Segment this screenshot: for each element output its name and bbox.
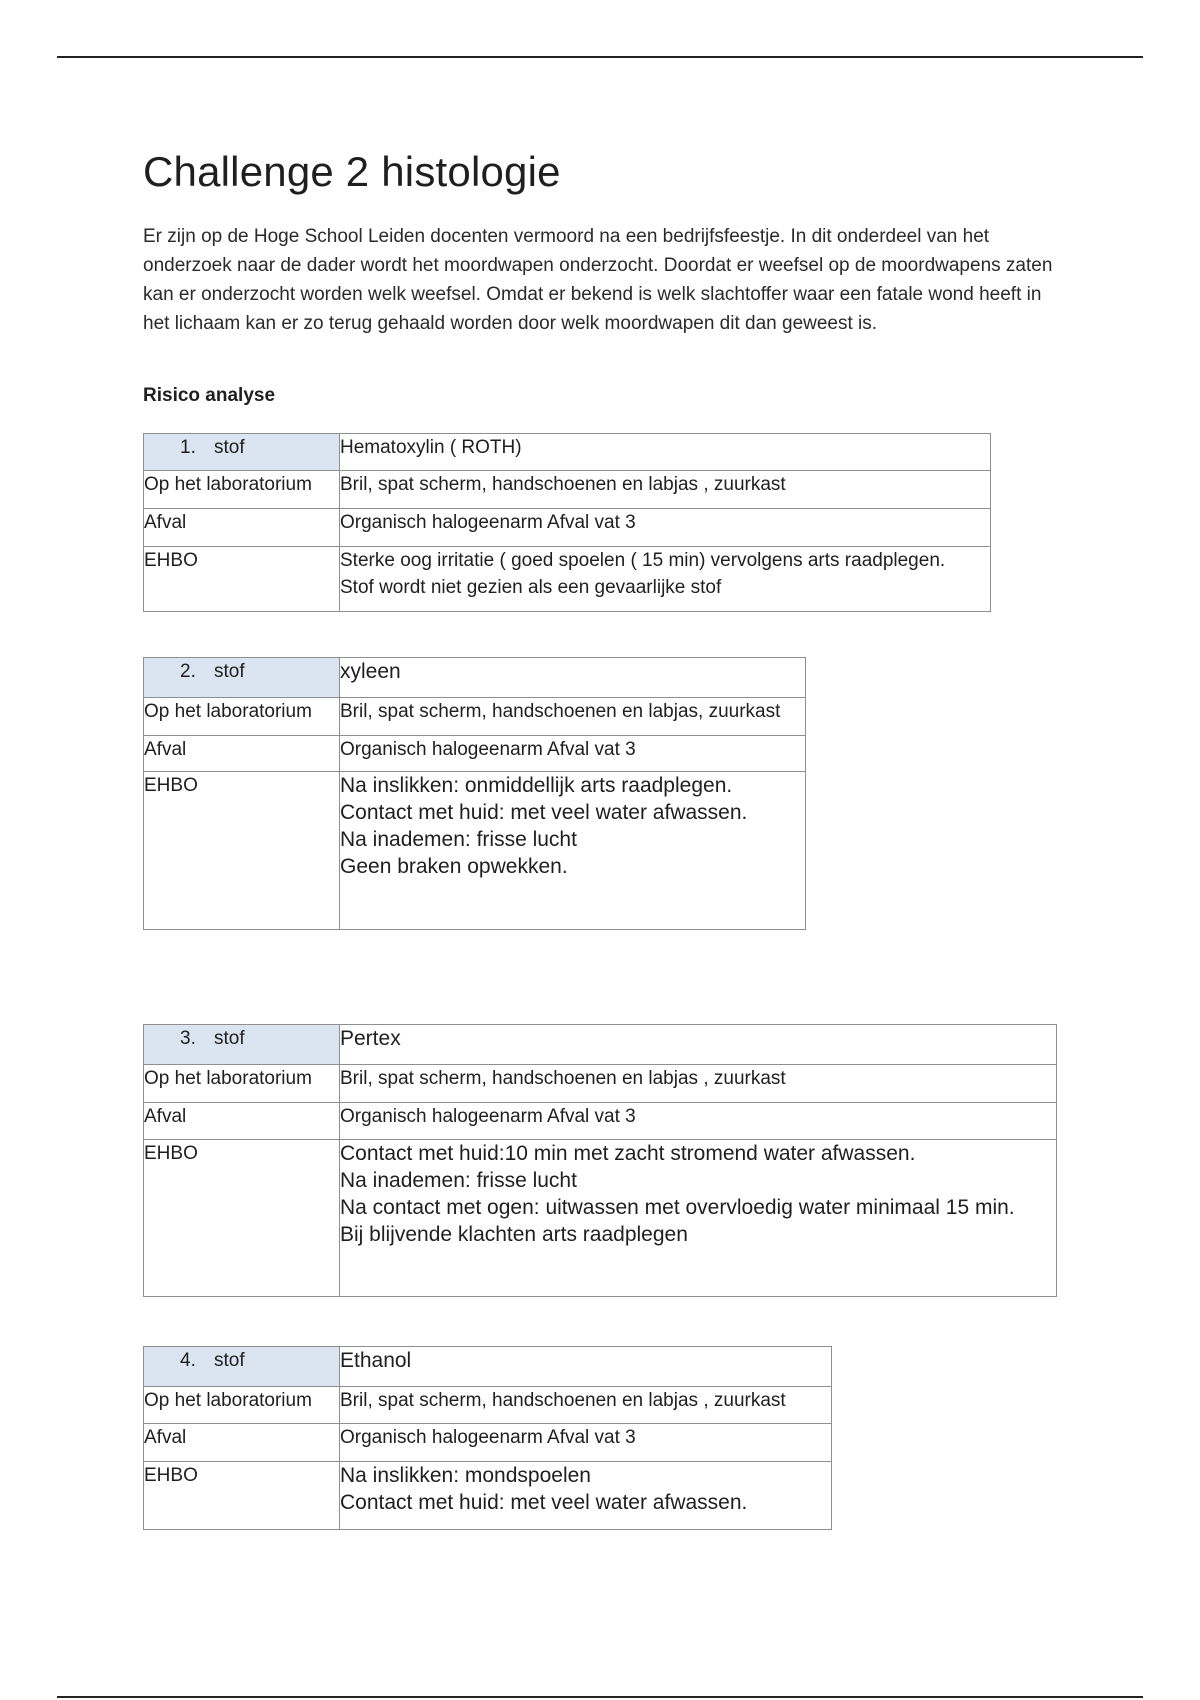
afval-value-cell: Organisch halogeenarm Afval vat 3 <box>340 1424 832 1462</box>
table-row-ehbo <box>144 1140 1057 1297</box>
lab-label-cell: Op het laboratorium <box>144 1065 340 1103</box>
afval-value-cell: Organisch halogeenarm Afval vat 3 <box>340 1103 1057 1140</box>
ehbo-line: Na inslikken: mondspoelen <box>340 1464 591 1487</box>
intro-paragraph: Er zijn op de Hoge School Leiden docenten vermoord na een bedrijfsfeestje. In dit onderdeel van het onderzoek naar de dader wordt het moordwapen onderzocht. Doordat er weefsel op de moordwapens zaten kan er onderzocht worden welk weefsel. Omdat er bekend is welk slachtoffer waar een fatale wond heeft in het lichaam kan er zo terug gehaald worden door welk moordwapen dit dan geweest is. <box>143 226 1053 334</box>
ehbo-line: Contact met huid: met veel water afwassen. <box>340 801 748 824</box>
document-title: Challenge 2 histologie <box>143 148 561 195</box>
table-row-afval <box>144 1103 1057 1140</box>
ehbo-label-cell: EHBO <box>144 547 340 612</box>
ehbo-value-cell <box>340 1462 832 1530</box>
table-row-ehbo <box>144 1462 832 1530</box>
risk-table-1 <box>143 433 991 612</box>
table-row-ehbo <box>144 547 991 612</box>
lab-label-cell: Op het laboratorium <box>144 471 340 509</box>
afval-label-cell: Afval <box>144 736 340 772</box>
ehbo-value-cell <box>340 1140 1057 1297</box>
ehbo-line: Geen braken opwekken. <box>340 855 568 878</box>
afval-label-cell: Afval <box>144 1103 340 1140</box>
stof-value-cell: Pertex <box>340 1025 1057 1065</box>
ehbo-value-cell <box>340 547 991 612</box>
table-row-stof <box>144 1347 832 1387</box>
afval-label-cell: Afval <box>144 1424 340 1462</box>
ehbo-line: Bij blijvende klachten arts raadplegen <box>340 1223 688 1246</box>
stof-label-cell: 4. stof <box>144 1347 340 1387</box>
afval-value-cell: Organisch halogeenarm Afval vat 3 <box>340 736 806 772</box>
section-heading-risico-analyse: Risico analyse <box>143 385 276 406</box>
afval-value-cell: Organisch halogeenarm Afval vat 3 <box>340 509 991 547</box>
ehbo-line: Sterke oog irritatie ( goed spoelen ( 15 min) vervolgens arts raadplegen. <box>340 550 946 571</box>
stof-value-cell: Ethanol <box>340 1347 832 1387</box>
risk-table-4 <box>143 1346 832 1530</box>
ehbo-label-cell: EHBO <box>144 1462 340 1530</box>
table-row-stof <box>144 1025 1057 1065</box>
lab-label-cell: Op het laboratorium <box>144 1387 340 1424</box>
table-row-afval <box>144 1424 832 1462</box>
ehbo-value-cell <box>340 772 806 930</box>
footer-rule <box>57 1696 1143 1698</box>
lab-value-cell: Bril, spat scherm, handschoenen en labjas, zuurkast <box>340 698 806 736</box>
table-row-lab <box>144 1387 832 1424</box>
table-row-lab <box>144 1065 1057 1103</box>
lab-label-cell: Op het laboratorium <box>144 698 340 736</box>
ehbo-line: Contact met huid: met veel water afwassen. <box>340 1491 748 1514</box>
ehbo-line: Contact met huid:10 min met zacht stromend water afwassen. <box>340 1142 916 1165</box>
ehbo-line: Na inademen: frisse lucht <box>340 828 577 851</box>
lab-value-cell: Bril, spat scherm, handschoenen en labjas , zuurkast <box>340 1065 1057 1103</box>
table-row-afval <box>144 736 806 772</box>
table-row-lab <box>144 698 806 736</box>
table-row-stof <box>144 658 806 698</box>
lab-value-cell: Bril, spat scherm, handschoenen en labjas , zuurkast <box>340 471 991 509</box>
ehbo-line: Stof wordt niet gezien als een gevaarlijke stof <box>340 577 722 598</box>
ehbo-line: Na contact met ogen: uitwassen met overvloedig water minimaal 15 min. <box>340 1196 1015 1219</box>
ehbo-line: Na inslikken: onmiddellijk arts raadplegen. <box>340 774 733 797</box>
risk-table-2 <box>143 657 806 930</box>
stof-value-cell: xyleen <box>340 658 806 698</box>
ehbo-label-cell: EHBO <box>144 772 340 930</box>
table-row-stof <box>144 434 991 471</box>
stof-value-cell: Hematoxylin ( ROTH) <box>340 434 991 471</box>
ehbo-label-cell: EHBO <box>144 1140 340 1297</box>
table-row-ehbo <box>144 772 806 930</box>
table-row-afval <box>144 509 991 547</box>
stof-label-cell: 1. stof <box>144 434 340 471</box>
header-rule <box>57 56 1143 58</box>
stof-label-cell: 2. stof <box>144 658 340 698</box>
lab-value-cell: Bril, spat scherm, handschoenen en labjas , zuurkast <box>340 1387 832 1424</box>
ehbo-line: Na inademen: frisse lucht <box>340 1169 577 1192</box>
stof-label-cell: 3. stof <box>144 1025 340 1065</box>
risk-table-3 <box>143 1024 1057 1297</box>
afval-label-cell: Afval <box>144 509 340 547</box>
table-row-lab <box>144 471 991 509</box>
